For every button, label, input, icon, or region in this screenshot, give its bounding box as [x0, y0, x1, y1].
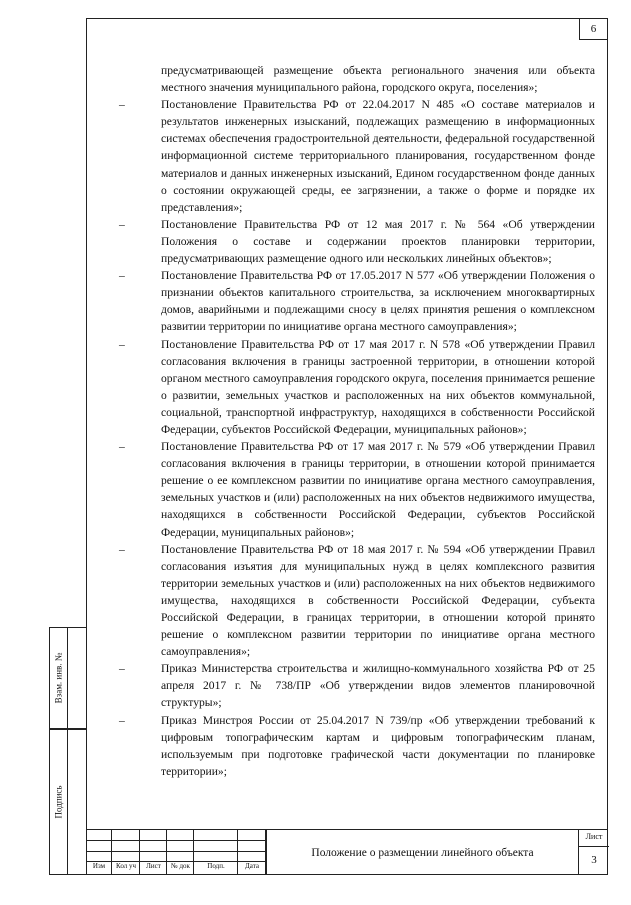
list-item-text: Постановление Правительства РФ от 12 мая 2017 г. № 564 «Об утверждении Положения о составе и содержании проектов планировки территории, предусматривающих размещение одного или нескольких линейных объектов»; [161, 217, 595, 266]
list-item-text: Постановление Правительства РФ от 18 мая 2017 г. № 594 «Об утверждении Правил согласования изъятия для муниципальных нужд в целях комплексного развития территории земельных участков и (или) расположенных на них объектов недвижимого имущества, находящихся в собственности Российской Федерации, субъекта Российской Федерации, в границах территории, в отношении которой принято решение о комплексном развитии территории по инициативе органа местного самоуправления»; [161, 542, 595, 659]
side-label-replacement: Взам. инв. № [53, 652, 64, 704]
list-dash: – [119, 337, 125, 351]
header-signature: Подп. [207, 862, 225, 870]
list-item-text: Постановление Правительства РФ от 17 мая 2017 г. N 578 «Об утверждении Правил согласования включения в границы застроенной территории, в отношении которой органом местного самоуправления городского округа, поселения принимается решение о развитии, земельных участков и расположенных на них объектов коммунальной, социальной, транспортной инфраструктур, находящихся в собственности Российской Федерации, субъектов Российской Федерации, муниципальных районов»; [161, 337, 595, 436]
header-date: Дата [245, 862, 259, 870]
list-item [115, 336, 595, 439]
list-item-text: Постановление Правительства РФ от 17 мая 2017 г. № 579 «Об утверждении Правил согласования включения в границы территории, в отношении которой принимается решение о ее комплексном развитии по инициативе органа местного самоуправления, земельных участков и (или) расположенных на них объектов недвижимого имущества, находящихся в собственности Российской Федерации, субъектов Российской Федерации, муниципальных районов»; [161, 440, 595, 539]
list-item-text: Постановление Правительства РФ от 22.04.2017 N 485 «О составе материалов и результатов инженерных изысканий, подлежащих размещению в информационных системах обеспечения градостроительной деятельности, федеральной государственной информационной системе территориального планирования, государственном фонде материалов и данных инженерных изысканий, Едином государственном фонде данных о состоянии окружающей среды, ее загрязнении, а также о форме и порядке их представления»; [161, 98, 595, 214]
page-number: 6 [579, 19, 607, 40]
title-block [86, 829, 608, 875]
title-block-grid [86, 829, 266, 875]
list-item-text: Приказ Министерства строительства и жилищно-коммунального хозяйства РФ от 25 апреля 2017 г. № 738/ПР «Об утверждении видов элементов планировочной структуры»; [161, 662, 595, 710]
side-stamp-signature [49, 729, 86, 875]
list-item [115, 541, 595, 661]
header-doc-number: № док [171, 862, 190, 870]
list-dash: – [119, 440, 125, 454]
list-item [115, 438, 595, 541]
sheet-label: Лист [585, 832, 603, 841]
document-title: Положение о размещении линейного объекта [266, 829, 578, 875]
list-item [115, 660, 595, 711]
side-stamp-replacement [49, 627, 86, 729]
list-dash: – [119, 713, 125, 727]
intro-continuation: предусматривающей размещение объекта регионального значения или объекта местного значения муниципального района, городского округа, поселения»; [161, 64, 595, 95]
side-label-signature: Подпись [53, 785, 64, 819]
list-item [115, 267, 595, 335]
list-dash: – [119, 269, 125, 283]
sheet-box [578, 829, 608, 875]
list-item [115, 216, 595, 267]
header-kol-uch: Кол уч [116, 862, 136, 870]
document-body [115, 62, 595, 780]
list-dash: – [119, 662, 125, 676]
list-item [115, 96, 595, 216]
list-dash: – [119, 217, 125, 231]
list-dash: – [119, 98, 125, 112]
list-item-text: Приказ Минстроя России от 25.04.2017 N 739/пр «Об утверждении требований к цифровым топографическим картам и цифровым топографическим планам, используемым при подготовке графической части документации по планировке территории»; [161, 713, 595, 778]
sheet-number: 3 [591, 854, 597, 866]
header-list: Лист [146, 862, 161, 870]
header-izm: Изм [92, 862, 106, 870]
list-item-text: Постановление Правительства РФ от 17.05.2017 N 577 «Об утверждении Положения о признании объектов капитального строительства, за исключением многоквартирных домов, аварийными и подлежащими сносу в целях принятия решения о комплексном развитии территории по инициативе органа местного самоуправления»; [161, 269, 595, 334]
list-item [115, 712, 595, 780]
list-dash: – [119, 542, 125, 556]
